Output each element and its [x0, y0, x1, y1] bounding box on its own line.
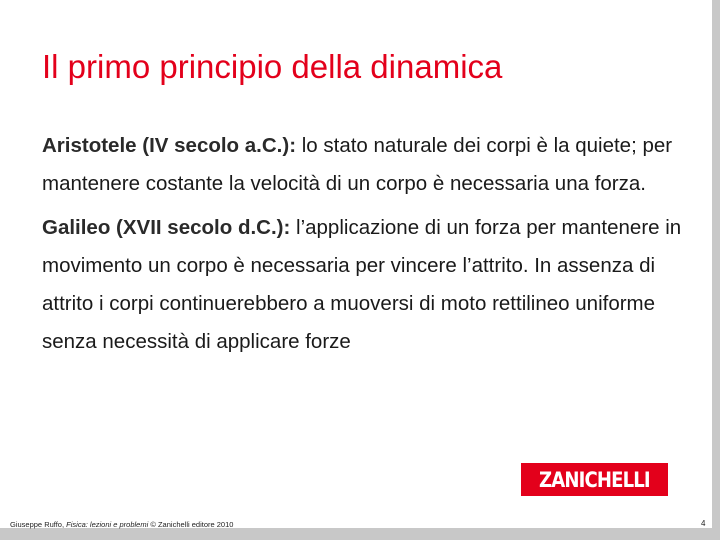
credit-publisher: © Zanichelli editore 2010 [148, 520, 234, 529]
slide-title: Il primo principio della dinamica [42, 48, 503, 85]
credit-book-title: Fisica: lezioni e problemi [66, 520, 149, 529]
page-edge-bottom [0, 528, 720, 540]
paragraph-galileo [42, 209, 702, 361]
credit-author: Giuseppe Ruffo, [10, 520, 67, 529]
paragraph-aristotele [42, 127, 702, 203]
logo-text: ZANICHELLI [539, 467, 650, 492]
footer-credit [10, 520, 233, 529]
slide-body [42, 127, 702, 367]
zanichelli-logo [521, 463, 668, 496]
page-edge-right [712, 0, 720, 540]
paragraph-subject: Galileo (XVII secolo d.C.): [42, 216, 291, 239]
paragraph-subject: Aristotele (IV secolo a.C.): [42, 134, 297, 157]
page-number: 4 [701, 519, 706, 528]
paragraph-text: lo stato naturale dei corpi è la quiete; per mantenere costante la velocità di un corpo è necessaria una forza. [42, 134, 673, 195]
paragraph-text: l’applicazione di un forza per mantenere in movimento un corpo è necessaria per vincere l’attrito. In assenza di attrito i corpi continuerebbero a muoversi di moto rettilineo uniforme senza necessità di applicare forze [42, 216, 682, 353]
